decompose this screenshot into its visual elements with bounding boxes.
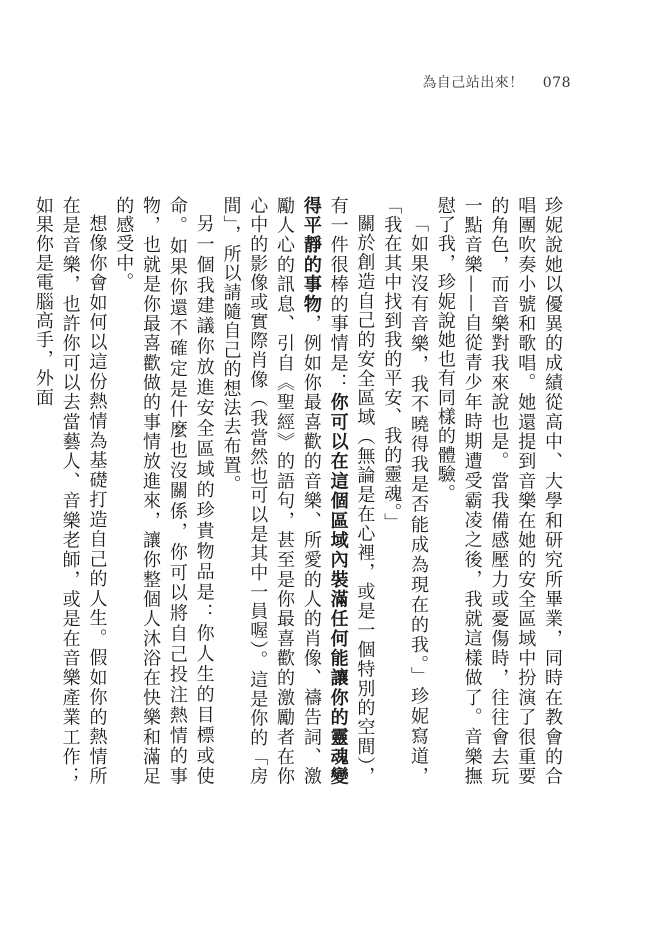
paragraph: 「如果沒有音樂，我不曉得我是否能成為現在的我。」珍妮寫道，「我在其中找到我的平安、我的靈魂。」: [381, 196, 430, 786]
paragraph: 另一個我建議你放進安全區域的珍貴物品是：你人生的目標或使命。如果你還不確定是什麼也沒關係，你可以將自己投注熱情的事物，也就是你最喜歡做的事情放進來，讓你整個人沐浴在快樂和滿足的感受中。: [113, 196, 215, 786]
paragraph: [217, 196, 378, 786]
paragraph-text: 關於創造自己的安全區域（無論是在心裡，或是一個特別的空間），有一件很棒的事情是：: [327, 196, 376, 786]
page-number: 078: [542, 75, 571, 91]
paragraph: 想像你會如何以這份熱情為基礎打造自己的人生。假如你的熱情所在是音樂，也許你可以去當藝人、音樂老師，或是在音樂產業工作；如果你是電腦高手，外面: [32, 196, 108, 786]
running-header: [422, 72, 571, 92]
emphasized-text: 你可以在這個區域內裝滿任何能讓你的靈魂變得平靜的事物: [300, 196, 349, 787]
paragraph: 珍妮說她以優異的成績從高中、大學和研究所畢業，同時在教會的合唱團吹奏小號和歌唱。她還提到音樂在她的安全區域中扮演了很重要的角色，而音樂對我來說也是。當我備感壓力或憂傷時，往往會去玩一點音樂——自從青少年時期遭受霸凌之後，我就這樣做了。音樂撫慰了我，珍妮說她也有同樣的體驗。: [434, 196, 563, 786]
chapter-title: 為自己站出來！: [422, 75, 524, 91]
body-text: [32, 196, 565, 787]
paragraph-text: ，例如你最喜歡的音樂、所愛的人的肖像、禱告詞、激勵人心的訊息、引自《聖經》的語句，甚至是你最喜歡的激勵者在你心中的影像或實際肖像（我當然也可以是其中一員喔）。這是你的「房間」，所以請隨自己的想法去布置。: [220, 196, 322, 786]
